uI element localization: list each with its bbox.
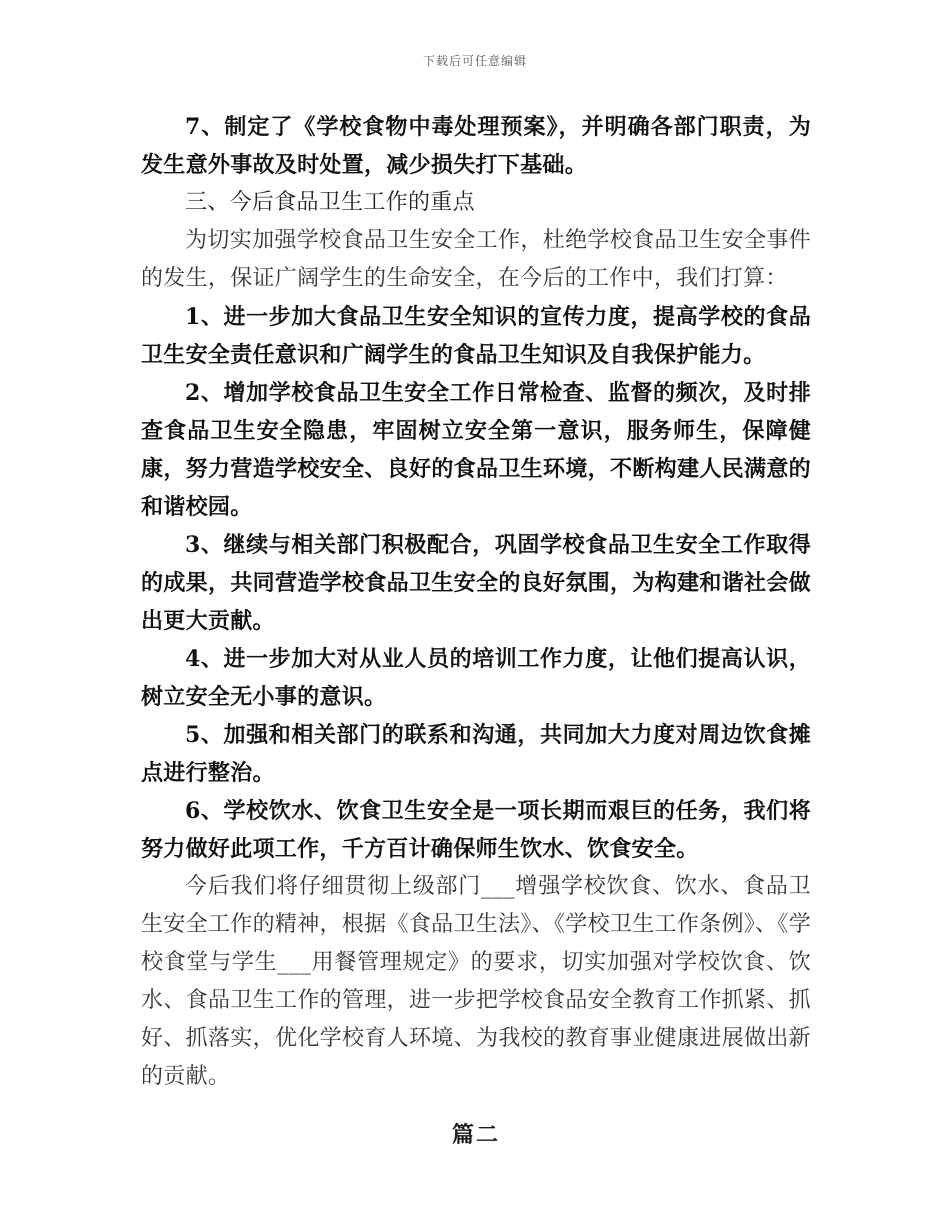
paragraph-item-6: 6、学校饮水、饮食卫生安全是一项长期而艰巨的任务，我们将努力做好此项工作，千方百计确保师生饮水、饮食安全。 — [141, 798, 811, 862]
section-heading-3: 三、今后食品卫生工作的重点 — [185, 190, 475, 215]
intro-paragraph: 为切实加强学校食品卫生安全工作，杜绝学校食品卫生安全事件的发生，保证广阔学生的生命安全，在今后的工作中，我们打算： — [141, 228, 811, 291]
paragraph-item-7: 7、制定了《学校食物中毒处理预案》，并明确各部门职责，为发生意外事故及时处置，减少损失打下基础。 — [141, 114, 811, 178]
paragraph-item-3: 3、继续与相关部门积极配合，巩固学校食品卫生安全工作取得的成果，共同营造学校食品卫生安全的良好氛围，为构建和谐社会做出更大贡献。 — [141, 532, 811, 634]
header-note: 下载后可任意编辑 — [422, 54, 527, 68]
paragraph-item-2: 2、增加学校食品卫生安全工作日常检查、监督的频次，及时排查食品卫生安全隐患，牢固树立安全第一意识，服务师生，保障健康，努力营造学校安全、良好的食品卫生环境，不断构建人民满意的和谐校园。 — [141, 380, 811, 520]
paragraph-item-5: 5、加强和相关部门的联系和沟通，共同加大力度对周边饮食摊点进行整治。 — [141, 722, 811, 786]
paragraph-item-4: 4、进一步加大对从业人员的培训工作力度，让他们提高认识，树立安全无小事的意识。 — [141, 646, 811, 710]
document-body — [141, 108, 811, 1154]
section-title: 篇二 — [451, 1122, 500, 1148]
paragraph-item-1: 1、进一步加大食品卫生安全知识的宣传力度，提高学校的食品卫生安全责任意识和广阔学生的食品卫生知识及自我保护能力。 — [141, 304, 811, 368]
closing-paragraph: 今后我们将仔细贯彻上级部门___增强学校饮食、饮水、食品卫生安全工作的精神，根据《食品卫生法》、《学校卫生工作条例》、《学校食堂与学生___用餐管理规定》的要求，切实加强对学校饮食、饮水、食品卫生工作的管理，进一步把学校食品安全教育工作抓紧、抓好、抓落实，优化学校育人环境、为我校的教育事业健康进展做出新的贡献。 — [141, 874, 811, 1089]
